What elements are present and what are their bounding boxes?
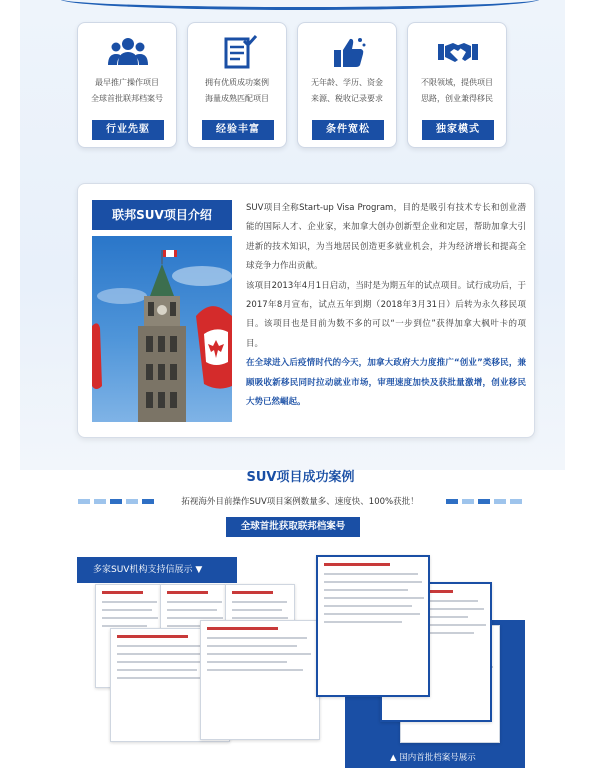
document-check-icon	[218, 35, 258, 69]
intro-paragraph: 该项目2013年4月1日启动，当时是为期五年的试点项目。试行成功后，于2017年8月宣布，试点五年到期（2018年3月31日）后转为永久移民项目。该项目也是目前为数不多的可以“一步到位”获得加拿大枫叶卡的项目。	[246, 280, 526, 349]
cases-subtitle-row	[0, 495, 601, 509]
archive-number-label: ▲ 国内首批档案号展示	[390, 753, 476, 763]
feature-line-1: 拥有优质成功案例	[205, 78, 269, 87]
feature-line-2: 思路，创业兼得移民	[421, 94, 493, 103]
intro-highlight: 在全球进入后疫情时代的今天，加拿大政府大力度推广“创业”类移民，兼顾吸收新移民同时拉动就业市场，审理速度加快及获批量激增，创业移民大势已然崛起。	[246, 358, 526, 408]
feature-line-1: 不限领域，提供项目	[421, 78, 493, 87]
feature-line-2: 海量成熟匹配项目	[205, 94, 269, 103]
intro-title: 联邦SUV项目介绍	[92, 200, 232, 230]
feature-tag: 独家模式	[422, 120, 494, 140]
feature-line-2: 全球首批联邦档案号	[91, 94, 163, 103]
intro-paragraph: SUV项目全称Start-up Visa Program，目的是吸引有技术专长和创业潜能的国际人才、企业家，来加拿大创办创新型企业和定居，帮助加拿大引进新的技术知识，为当地居民创造更多就业机会，并为经济增长和提高全球竞争力作出贡献。	[246, 203, 526, 272]
feature-line-2: 来源、税收记录要求	[311, 94, 383, 103]
decor-dash	[510, 499, 522, 504]
decor-dash	[126, 499, 138, 504]
archive-number-badge: 全球首批获取联邦档案号	[226, 517, 360, 537]
decor-dash	[462, 499, 474, 504]
group-people-icon	[108, 35, 148, 69]
feature-tag: 行业先驱	[92, 120, 164, 140]
decor-dash	[494, 499, 506, 504]
decor-dash	[478, 499, 490, 504]
handshake-icon	[438, 35, 478, 69]
support-letters-label: 多家SUV机构支持信展示 ▼	[77, 557, 237, 583]
cases-subtitle: 拓视海外目前操作SUV项目案例数量多、速度快、100%获批！	[181, 497, 419, 507]
decor-dash	[110, 499, 122, 504]
cases-title: SUV项目成功案例	[246, 470, 355, 485]
feature-card-conditions	[297, 22, 397, 148]
feature-tag: 经验丰富	[202, 120, 274, 140]
feature-card-exclusive	[407, 22, 507, 148]
feature-card-pioneer	[77, 22, 177, 148]
feature-card-experience	[187, 22, 287, 148]
archive-letter-doc	[316, 555, 430, 697]
feature-tag: 条件宽松	[312, 120, 384, 140]
decor-dash	[78, 499, 90, 504]
parliament-illustration	[92, 236, 232, 422]
decor-dash	[446, 499, 458, 504]
intro-text	[246, 199, 526, 412]
feature-line-1: 最早推广操作项目	[95, 78, 159, 87]
support-letter-doc	[200, 620, 320, 740]
feature-line-1: 无年龄、学历、资金	[311, 78, 383, 87]
parliament-photo	[92, 236, 232, 422]
decor-dash	[142, 499, 154, 504]
decor-dash	[94, 499, 106, 504]
thumbs-up-icon	[328, 35, 368, 69]
